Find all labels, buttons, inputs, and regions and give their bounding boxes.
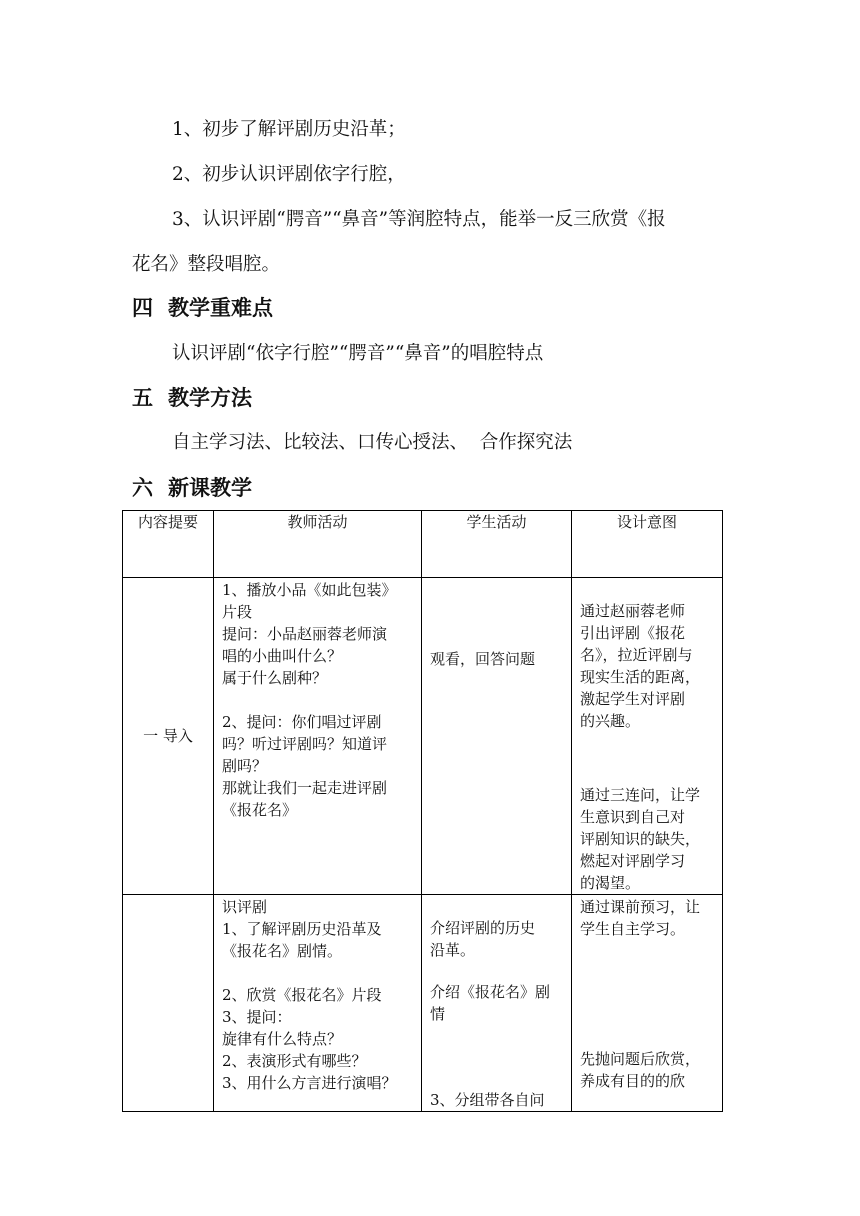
- student-activity-cell: [422, 578, 572, 895]
- design-intent-cell: [572, 895, 723, 1112]
- section-4-number: 四: [132, 296, 153, 320]
- student-activity-text-a: 介绍评剧的历史 沿革。: [430, 919, 536, 959]
- table-row: [123, 578, 723, 895]
- objective-1: 1、初步了解评剧历史沿革；: [172, 119, 406, 140]
- section-4-body: 认识评剧“依字行腔”“腭音”“鼻音”的唱腔特点: [172, 343, 544, 364]
- objective-3-cont: 花名》整段唱腔。: [132, 254, 281, 275]
- student-activity-cell: [422, 895, 572, 1112]
- section-6-title: 新课教学: [168, 476, 252, 500]
- student-activity-text: 观看，回答问题: [430, 650, 536, 668]
- design-intent-text-b: 通过三连问，让学 生意识到自己对 评剧知识的缺失， 燃起对评剧学习 的渴望。: [580, 786, 701, 892]
- section-6-number: 六: [132, 476, 153, 500]
- teacher-activity-text: 识评剧 1、了解评剧历史沿革及 《报花名》剧情。 2、欣赏《报花名》片段 3、提问： 旋律有什么特点？ 2、表演形式有哪些？ 3、用什么方言进行演唱？: [222, 898, 397, 1092]
- row-label-empty: [123, 895, 214, 1112]
- objective-3: 3、认识评剧“腭音”“鼻音”等润腔特点，能举一反三欣赏《报: [172, 209, 666, 230]
- section-4-title: 教学重难点: [168, 296, 273, 320]
- section-5-body: 自主学习法、比较法、口传心授法、 合作探究法: [172, 432, 573, 453]
- header-content-summary: 内容提要: [123, 511, 214, 578]
- table-header-row: [123, 511, 723, 578]
- header-student-activity: 学生活动: [422, 511, 572, 578]
- teacher-activity-cell: [214, 578, 422, 895]
- lesson-table: [122, 510, 723, 1112]
- teacher-activity-text: 1、播放小品《如此包装》 片段 提问：小品赵丽蓉老师演 唱的小曲叫什么？ 属于什么剧种？ 2、提问：你们唱过评剧 吗？听过评剧吗？知道评 剧吗？ 那就让我们一起走进评剧 《报花名》: [222, 581, 397, 819]
- student-activity-text-c: 3、分组带各自问: [430, 1091, 545, 1109]
- header-design-intent: 设计意图: [572, 511, 723, 578]
- design-intent-text-b: 先抛问题后欣赏， 养成有目的的欣: [580, 1050, 701, 1090]
- student-activity-text-b: 介绍《报花名》剧 情: [430, 983, 551, 1023]
- design-intent-cell: [572, 578, 723, 895]
- header-teacher-activity: 教师活动: [214, 511, 422, 578]
- table-row: [123, 895, 723, 1112]
- section-5-title: 教学方法: [168, 386, 252, 410]
- row-label-intro: 一 导入: [123, 578, 214, 895]
- design-intent-text-a: 通过赵丽蓉老师 引出评剧《报花 名》，拉近评剧与 现实生活的距离， 激起学生对评剧 的兴趣。: [580, 602, 701, 730]
- section-4-heading: [132, 295, 273, 321]
- section-5-number: 五: [132, 386, 153, 410]
- section-5-heading: [132, 385, 252, 411]
- objective-2: 2、初步认识评剧依字行腔，: [172, 164, 406, 185]
- design-intent-text-a: 通过课前预习，让 学生自主学习。: [580, 898, 701, 938]
- section-6-heading: [132, 475, 252, 501]
- teacher-activity-cell: [214, 895, 422, 1112]
